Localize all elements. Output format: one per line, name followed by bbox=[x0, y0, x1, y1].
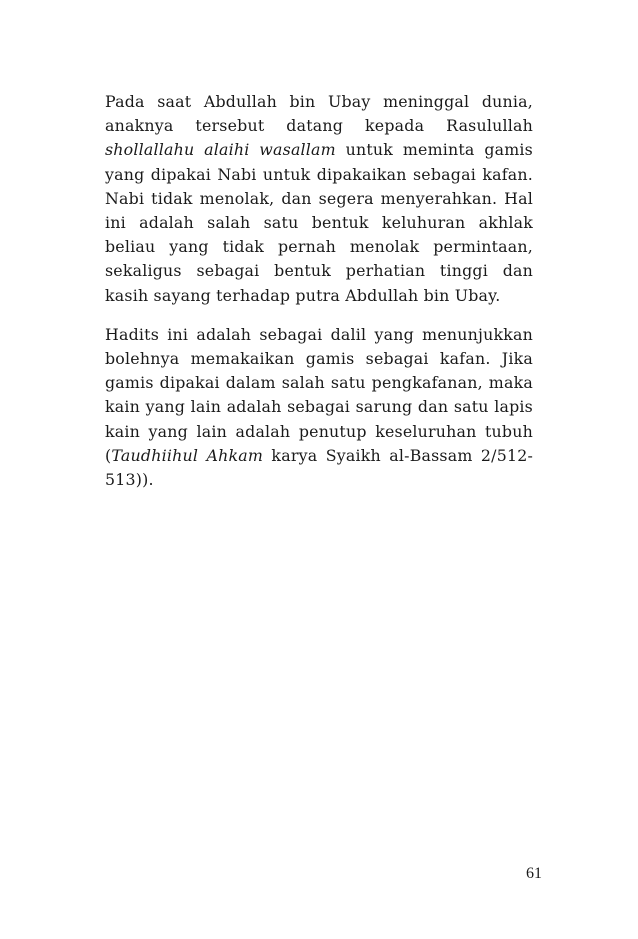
page-number: 61 bbox=[526, 865, 542, 882]
paragraph-1-text-start: Pada saat Abdullah bin Ubay meninggal dunia, anaknya tersebut datang kepada Rasulullah bbox=[105, 92, 533, 136]
body-text bbox=[105, 90, 533, 492]
paragraph-1-italic-phrase: shollallahu alaihi wasallam bbox=[105, 140, 336, 160]
paragraph-1 bbox=[105, 90, 533, 308]
paragraph-2 bbox=[105, 323, 533, 492]
paragraph-2-book-title: Taudhiihul Ahkam bbox=[111, 445, 264, 465]
paragraph-2-text-start: Hadits ini adalah sebagai dalil yang menunjukkan bolehnya memakaikan gamis sebagai kafan. Jika gamis dipakai dalam salah satu pengkafanan, maka kain yang lain adalah sebagai sarung dan satu lapis kain yang lain adalah penutup keseluruhan tubuh ( bbox=[105, 324, 533, 465]
paragraph-1-text-end: untuk meminta gamis yang dipakai Nabi untuk dipakaikan sebagai kafan. Nabi tidak menolak, dan segera menyerahkan. Hal ini adalah salah satu bentuk keluhuran akhlak beliau yang tidak pernah menolak permintaan, sekaligus sebagai bentuk perhatian tinggi dan kasih sayang terhadap putra Abdullah bin Ubay. bbox=[105, 140, 533, 305]
paragraph-2-text-end: karya Syaikh al-Bassam 2/512-513)). bbox=[105, 445, 533, 490]
